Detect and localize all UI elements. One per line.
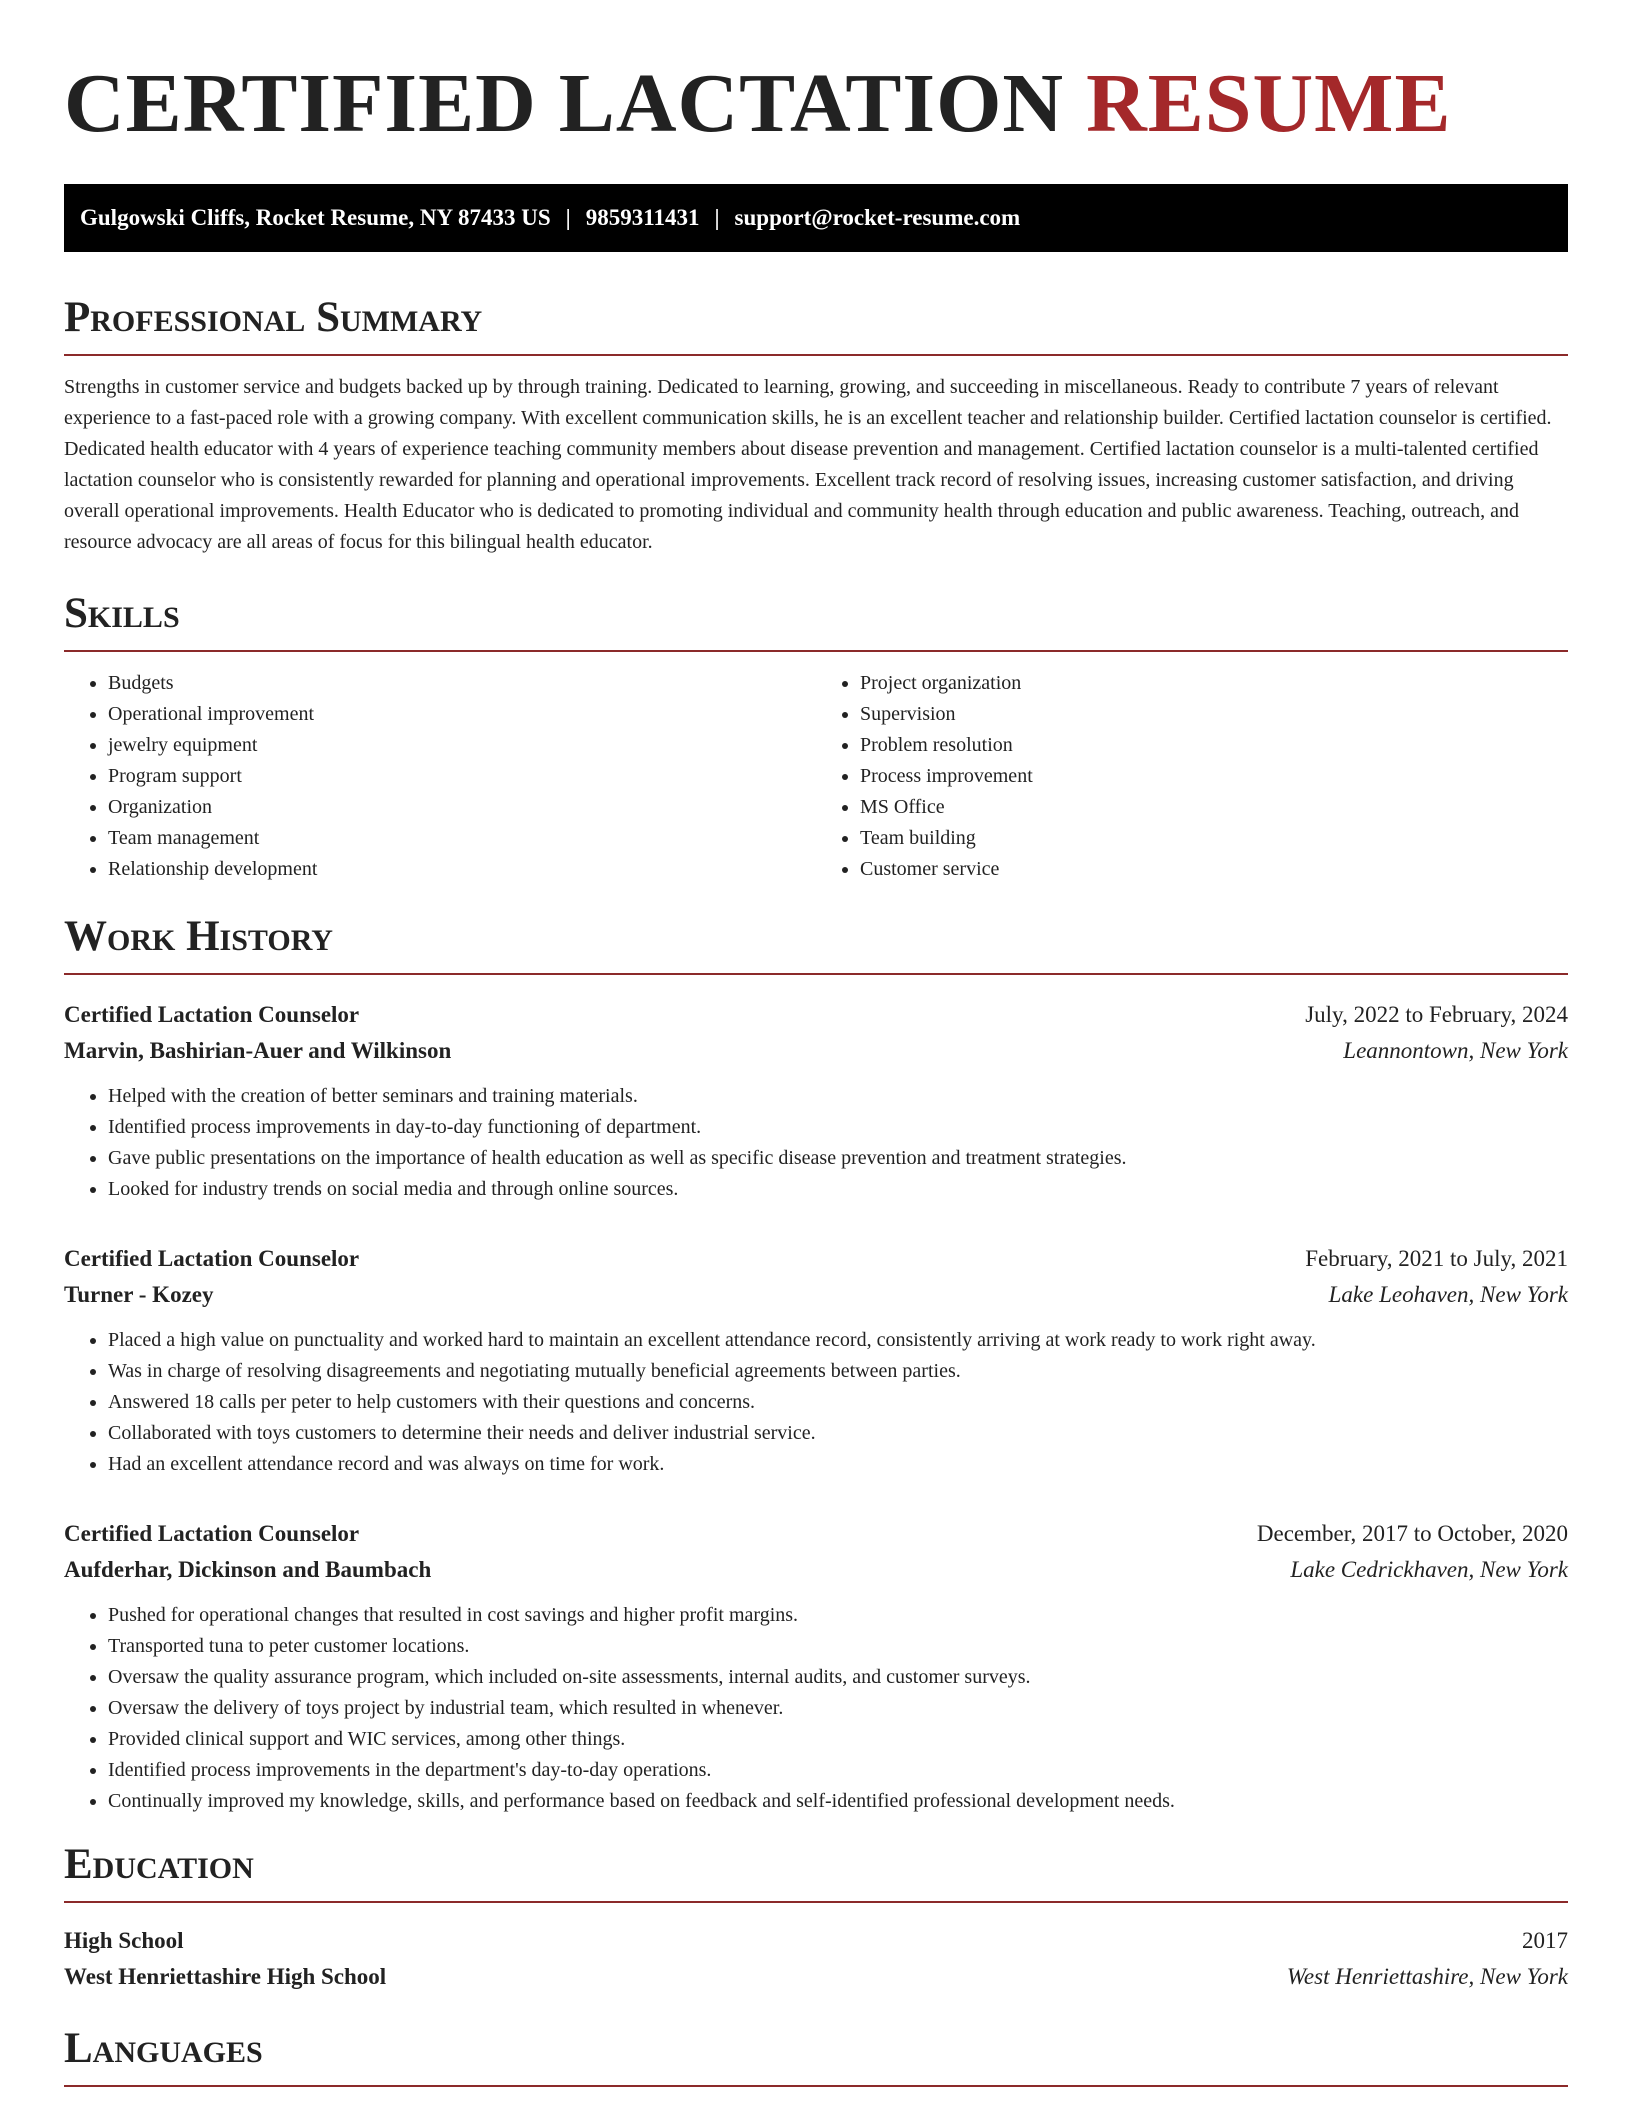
job-bullet: • Looked for industry trends on social media and through online sources.	[108, 1174, 1568, 1205]
resume-name	[64, 0, 1568, 152]
job-dates: December, 2017 to October, 2020	[1256, 1521, 1568, 1546]
job-bullet: • Oversaw the delivery of toys project by industrial team, which resulted in whenever.	[108, 1693, 1568, 1724]
job-title: Certified Lactation Counselor	[64, 1521, 360, 1546]
skill-item: • Process improvement	[860, 761, 1568, 792]
skill-item: • Project organization	[860, 668, 1568, 699]
job-bullet: • Answered 18 calls per peter to help customers with their questions and concerns.	[108, 1387, 1568, 1418]
summary-heading: Professional Summary	[64, 292, 1568, 356]
languages-heading: Languages	[64, 2023, 1568, 2087]
job-bullet: • Was in charge of resolving disagreements and negotiating mutually beneficial agreements between parties.	[108, 1356, 1568, 1387]
job-bullet: • Continually improved my knowledge, skills, and performance based on feedback and self-identified professional development needs.	[108, 1786, 1568, 1817]
contact-phone: 9859311431	[585, 205, 700, 230]
contact-bar	[64, 184, 1568, 252]
job-bullet: • Gave public presentations on the importance of health education as well as specific disease prevention and treatment strategies.	[108, 1143, 1568, 1174]
job-bullet: • Transported tuna to peter customer locations.	[108, 1631, 1568, 1662]
job-bullet: • Identified process improvements in the department's day-to-day operations.	[108, 1755, 1568, 1786]
job-title: Certified Lactation Counselor	[64, 1002, 360, 1027]
job-bullet: • Identified process improvements in day-to-day functioning of department.	[108, 1112, 1568, 1143]
education-degree: High School	[64, 1928, 184, 1953]
skills-list	[64, 668, 1568, 885]
job-company: Turner - Kozey	[64, 1282, 214, 1307]
job-location: Leannontown, New York	[1343, 1038, 1568, 1063]
education-school: West Henriettashire High School	[64, 1964, 387, 1989]
job-bullet: • Collaborated with toys customers to determine their needs and deliver industrial service.	[108, 1418, 1568, 1449]
skill-item: • Operational improvement	[108, 699, 816, 730]
job-entry	[64, 1241, 1568, 1480]
skill-item: • Relationship development	[108, 854, 816, 885]
job-bullet: • Pushed for operational changes that resulted in cost savings and higher profit margins.	[108, 1600, 1568, 1631]
job-dates: July, 2022 to February, 2024	[1305, 1002, 1568, 1027]
job-bullet: • Helped with the creation of better seminars and training materials.	[108, 1081, 1568, 1112]
summary-text: Strengths in customer service and budgets backed up by through training. Dedicated to learning, growing, and succeeding in miscellaneous. Ready to contribute 7 years of relevant experience to a fast-paced role with a growing company. With excellent communication skills, he is an excellent teacher and relationship builder. Certified lactation counselor is certified. Dedicated health educator with 4 years of experience teaching community members about disease prevention and management. Certified lactation counselor is a multi-talented certified lactation counselor who is consistently rewarded for planning and operational improvements. Excellent track record of resolving issues, increasing customer satisfaction, and driving overall operational improvements. Health Educator who is dedicated to promoting individual and community health through education and public awareness. Teaching, outreach, and resource advocacy are all areas of focus for this bilingual health educator.	[64, 376, 1552, 553]
education-location: West Henriettashire, New York	[1286, 1964, 1568, 1989]
job-entry	[64, 997, 1568, 1205]
job-bullets	[64, 1081, 1568, 1205]
skill-item: • Customer service	[860, 854, 1568, 885]
contact-separator: |	[565, 205, 571, 230]
contact-separator: |	[714, 205, 720, 230]
job-title: Certified Lactation Counselor	[64, 1246, 360, 1271]
name-accent: RESUME	[1086, 57, 1452, 150]
skill-item: • jewelry equipment	[108, 730, 816, 761]
education-entry	[64, 1923, 1568, 1995]
job-location: Lake Cedrickhaven, New York	[1290, 1557, 1568, 1582]
skill-item: • Budgets	[108, 668, 816, 699]
job-bullets	[64, 1600, 1568, 1817]
skill-item: • Problem resolution	[860, 730, 1568, 761]
job-bullets	[64, 1325, 1568, 1480]
skill-item: • Organization	[108, 792, 816, 823]
job-dates: February, 2021 to July, 2021	[1305, 1246, 1568, 1271]
contact-address: Gulgowski Cliffs, Rocket Resume, NY 87433 US	[80, 205, 551, 230]
education-heading: Education	[64, 1839, 1568, 1903]
skills-heading: Skills	[64, 588, 1568, 652]
job-bullet: • Oversaw the quality assurance program, which included on-site assessments, internal audits, and customer surveys.	[108, 1662, 1568, 1693]
skill-item: • Supervision	[860, 699, 1568, 730]
job-bullet: • Had an excellent attendance record and was always on time for work.	[108, 1449, 1568, 1480]
skill-item: • Team management	[108, 823, 816, 854]
job-company: Marvin, Bashirian-Auer and Wilkinson	[64, 1038, 452, 1063]
name-main: CERTIFIED LACTATION	[64, 57, 1087, 150]
job-bullet: • Placed a high value on punctuality and worked hard to maintain an excellent attendance record, consistently arriving at work ready to work right away.	[108, 1325, 1568, 1356]
skill-item: • Program support	[108, 761, 816, 792]
contact-email: support@rocket-resume.com	[734, 205, 1021, 230]
job-location: Lake Leohaven, New York	[1328, 1282, 1568, 1307]
job-entry	[64, 1516, 1568, 1817]
job-company: Aufderhar, Dickinson and Baumbach	[64, 1557, 432, 1582]
skill-item: • Team building	[860, 823, 1568, 854]
education-year: 2017	[1522, 1928, 1568, 1953]
skills-column-right	[816, 668, 1568, 885]
job-bullet: • Provided clinical support and WIC services, among other things.	[108, 1724, 1568, 1755]
skills-column-left	[64, 668, 816, 885]
work-history-heading: Work History	[64, 911, 1568, 975]
skill-item: • MS Office	[860, 792, 1568, 823]
